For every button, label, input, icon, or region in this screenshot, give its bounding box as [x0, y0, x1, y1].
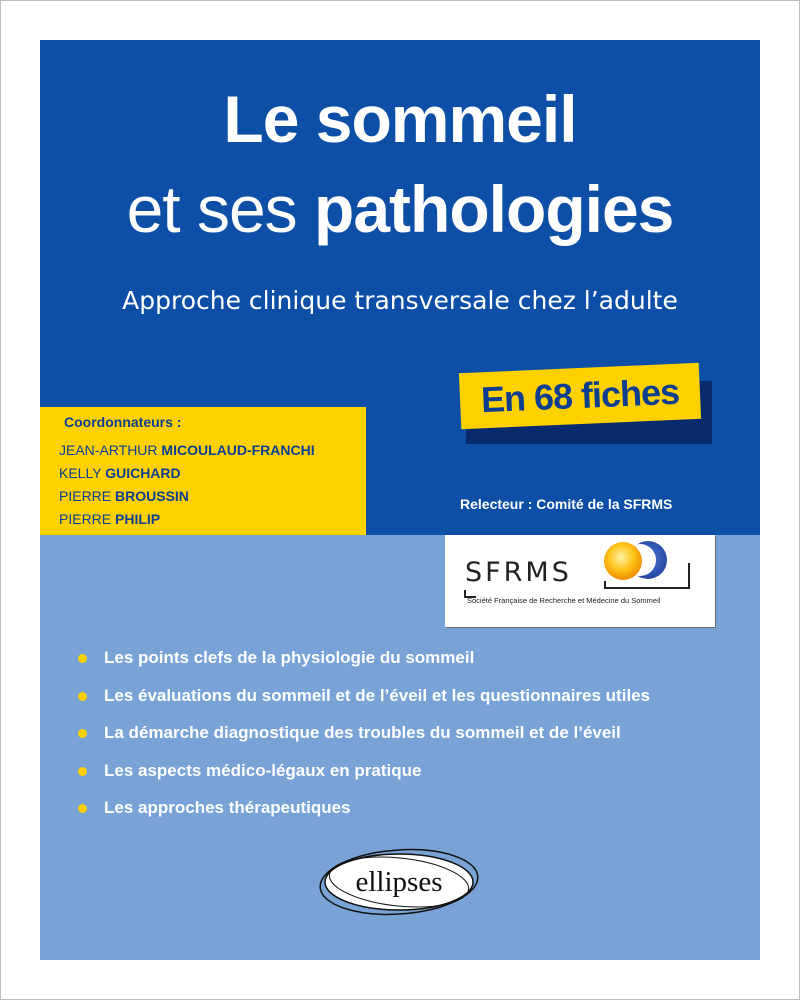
list-item [78, 761, 650, 799]
sfrms-sun-moon-icon [445, 535, 715, 627]
list-item-text: Les évaluations du sommeil et de l’éveil et les questionnaires utiles [104, 685, 651, 705]
bullet-dot-icon [78, 804, 87, 813]
coordinator-first-name: PIERRE [59, 511, 112, 527]
list-item-text: La démarche diagnostique des troubles du sommeil et de l’éveil [104, 723, 621, 742]
fiches-badge: En 68 fiches [459, 363, 701, 429]
coordinator-first-name: PIERRE [59, 488, 112, 504]
coordinator-first-name: JEAN-ARTHUR [59, 442, 158, 458]
coordinator-3 [59, 488, 189, 504]
list-item [78, 723, 650, 761]
title-line-2-bold: pathologies [314, 172, 674, 246]
sfrms-logo-name: SFRMS [465, 557, 572, 588]
list-item [78, 648, 650, 686]
sfrms-logo [445, 535, 715, 627]
coordinator-last-name: GUICHARD [105, 465, 181, 481]
bullet-dot-icon [78, 767, 87, 776]
list-item-text: Les approches thérapeutiques [104, 798, 351, 817]
title-line-2-prefix: et ses [126, 172, 297, 246]
title-line-1: Le sommeil [223, 82, 577, 156]
coordinators-heading: Coordonnateurs : [64, 414, 182, 430]
coordinator-1 [59, 442, 315, 458]
bullet-dot-icon [78, 654, 87, 663]
coordinator-first-name: KELLY [59, 465, 102, 481]
list-item-text: Les aspects médico-légaux en pratique [104, 760, 422, 780]
sfrms-logo-tagline: Société Française de Recherche et Médecine du Sommeil [467, 596, 661, 605]
feature-list [78, 648, 650, 836]
ellipses-publisher-logo [317, 846, 482, 918]
coordinator-last-name: BROUSSIN [115, 488, 189, 504]
list-item [78, 686, 650, 724]
coordinators-box [40, 407, 366, 535]
book-cover [40, 40, 760, 960]
list-item [78, 798, 650, 836]
coordinator-2 [59, 465, 181, 481]
bullet-dot-icon [78, 729, 87, 738]
coordinator-last-name: MICOULAUD-FRANCHI [161, 442, 315, 458]
publisher-name: ellipses [355, 866, 443, 898]
coordinator-4 [59, 511, 160, 527]
coordinator-last-name: PHILIP [115, 511, 161, 527]
list-item-text: Les points clefs de la physiologie du sommeil [104, 648, 475, 667]
reviewer-line: Relecteur : Comité de la SFRMS [460, 496, 673, 512]
bullet-dot-icon [78, 692, 87, 701]
subtitle: Approche clinique transversale chez l’adulte [122, 286, 678, 315]
title-line-2 [40, 168, 760, 250]
